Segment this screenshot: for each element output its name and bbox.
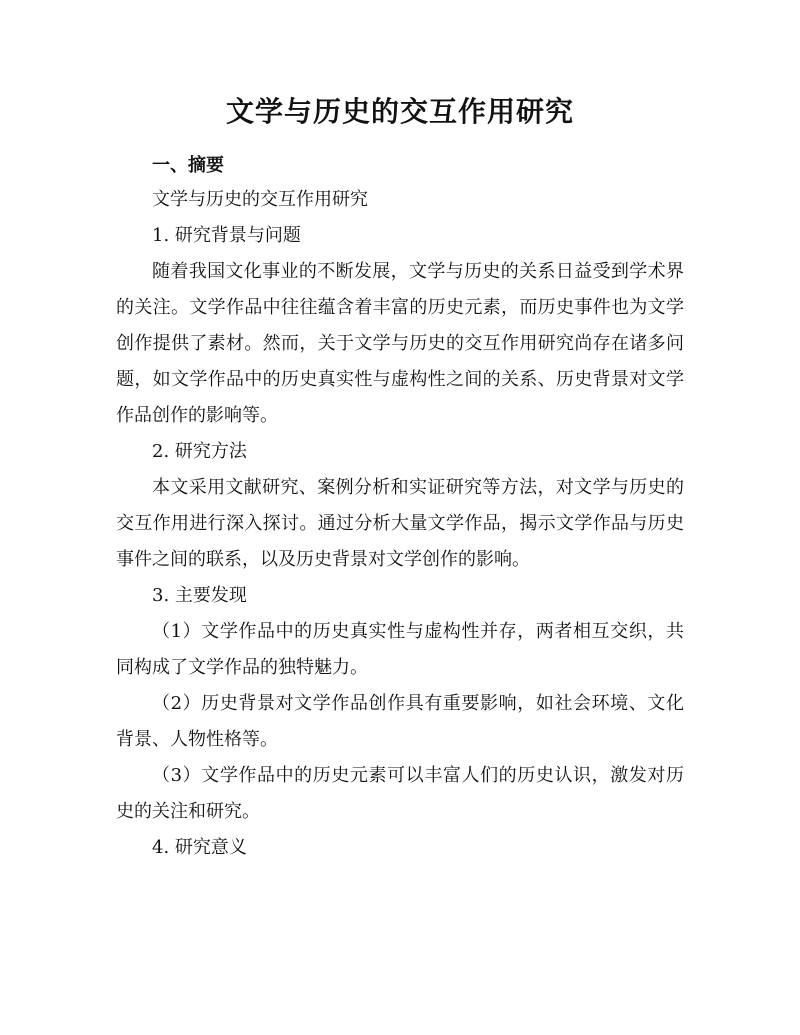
abstract-subtitle: 文学与历史的交互作用研究 <box>152 189 368 210</box>
finding-1: （1）文学作品中的历史真实性与虚构性并存，两者相互交织，共同构成了文学作品的独特魅力。 <box>116 621 684 678</box>
section-4-heading: 4. 研究意义 <box>152 837 247 858</box>
section-1-heading: 1. 研究背景与问题 <box>152 225 301 246</box>
section-2-paragraph: 本文采用文献研究、案例分析和实证研究等方法，对文学与历史的交互作用进行深入探讨。通过分析大量文学作品，揭示文学作品与历史事件之间的联系，以及历史背景对文学创作的影响。 <box>116 477 684 570</box>
section-3-heading: 3. 主要发现 <box>152 585 247 606</box>
section-heading-abstract: 一、摘要 <box>152 155 224 176</box>
document-title: 文学与历史的交互作用研究 <box>225 95 574 128</box>
section-1-paragraph: 随着我国文化事业的不断发展，文学与历史的关系日益受到学术界的关注。文学作品中往往蕴含着丰富的历史元素，而历史事件也为文学创作提供了素材。然而，关于文学与历史的交互作用研究尚存在诸多问题，如文学作品中的历史真实性与虚构性之间的关系、历史背景对文学作品创作的影响等。 <box>116 261 684 426</box>
section-2-heading: 2. 研究方法 <box>152 441 247 462</box>
finding-3: （3）文学作品中的历史元素可以丰富人们的历史认识，激发对历史的关注和研究。 <box>116 765 684 822</box>
finding-2: （2）历史背景对文学作品创作具有重要影响，如社会环境、文化背景、人物性格等。 <box>116 693 684 750</box>
